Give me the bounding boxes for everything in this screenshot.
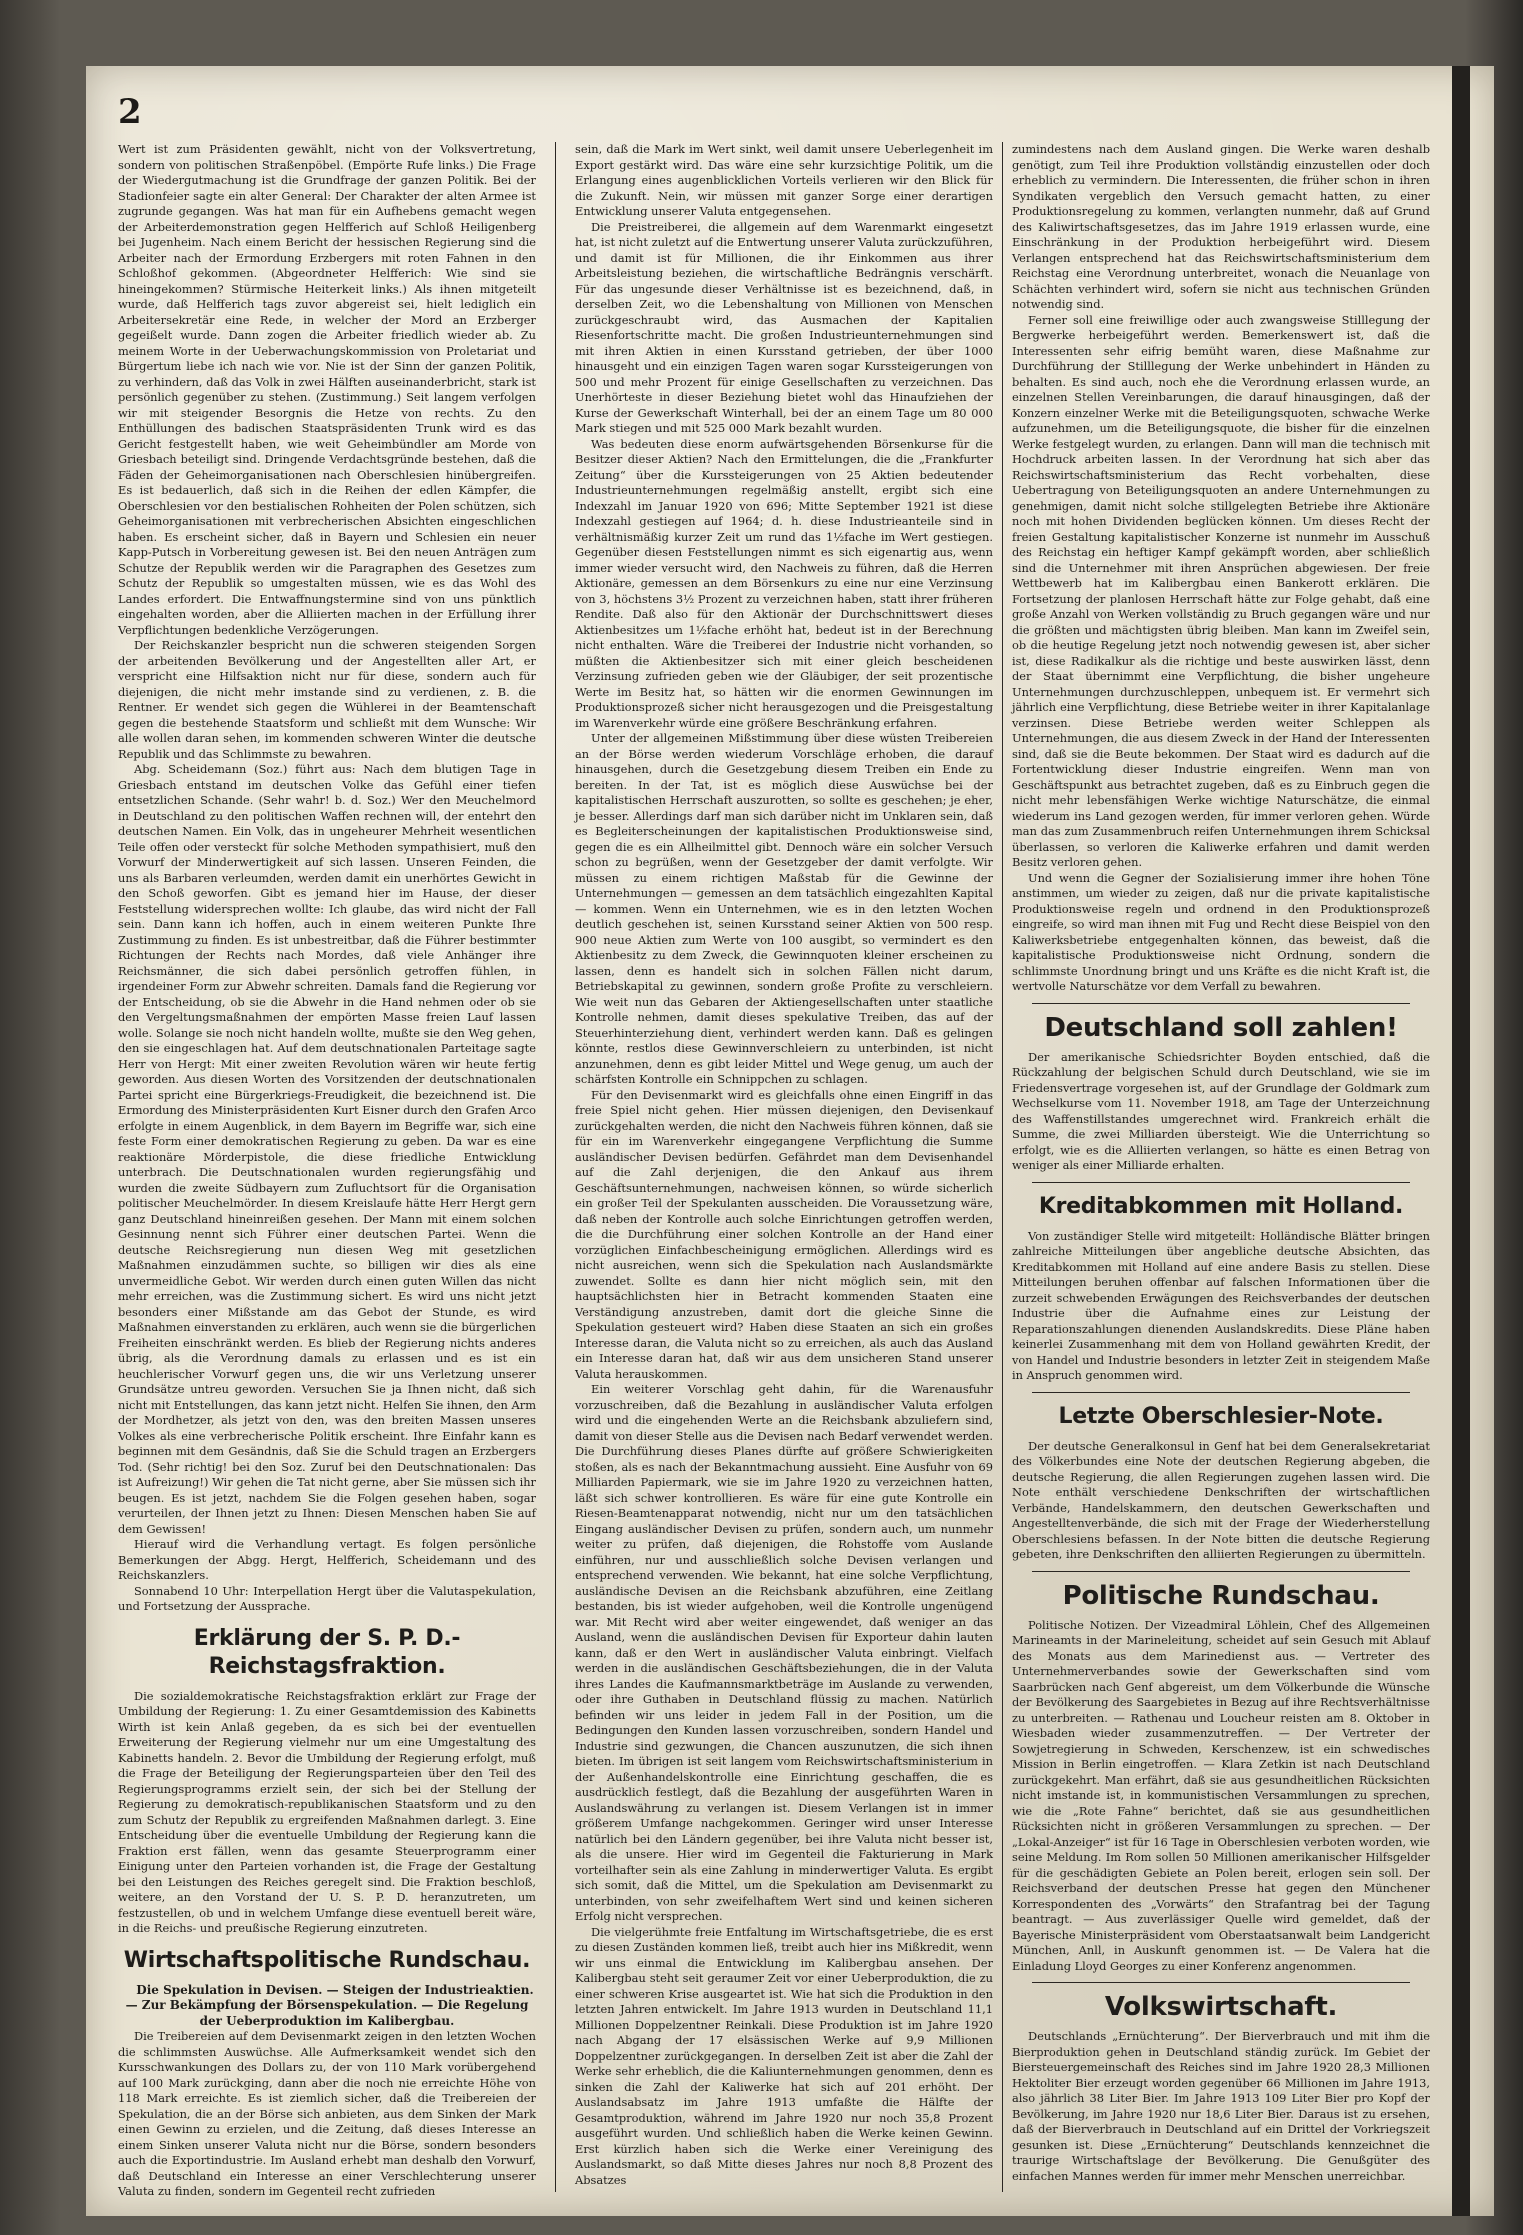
article-text: Die sozialdemokratische Reichstagsfraktion erklärt zur Frage der Umbildung der Regierung: 1. Zu einer Gesamtdemission des Kabinetts Wirth ist kein Anlaß gegeben, da es sich bei der eventuellen Erweiterung der Regierung vielmehr nur um eine Umgestaltung des Kabinetts handeln. 2. Bevor die Umbildung der Regierung erfolgt, muß die Frage der Beteiligung der Regierungsparteien über den Teil des Regierungsprogramms erzielt sein, der sich bei der Stellung der Regierung zu demokratisch-republikanischen Staatsform und zu den zum Schutz der Republik zu ergreifenden Maßnahmen darlegt. 3. Eine Entscheidung über die eventuelle Umbildung der Regierung kann die Fraktion erst fällen, wenn das gesamte Steuerprogramm einer Einigung unter den Parteien vorhanden ist, die Frage der Gestaltung bei den Leistungen des Reiches geregelt sind. Die Fraktion beschloß, weitere, an den Vorstand der U. S. P. D. heranzutreten, um festzustellen, ob und in welchem Umfange diese eventuell bereit wäre, in die Reichs- und preußische Regierung einzutreten. [118, 1688, 536, 1935]
article-text: Ein weiterer Vorschlag geht dahin, für die Warenausfuhr vorzuschreiben, daß die Bezahlung in ausländischer Valuta erfolgen wird und die eingehenden Werte an die Reichsbank abzuliefern sind, damit von dieser Stelle aus die Devisen nach Bedarf verwendet werden. Die Durchführung dieses Planes dürfte auf größere Schwierigkeiten stoßen, als es nach der Bekanntmachung aussieht. Eine Ausfuhr von 69 Milliarden Papiermark, wie sie im Jahre 1920 zu verzeichnen hatten, läßt sich schwer kontrollieren. Es wäre für eine gute Kontrolle ein Riesen-Beamtenapparat notwendig, nicht nur um den tatsächlichen Eingang ausländischer Devisen zu prüfen, sondern auch, um nunmehr weiter zu prüfen, daß diejenigen, die Rohstoffe vom Auslande einführen, nur und ausschließlich solche Devisen verlangen und entsprechend verwenden. Wie bekannt, hat eine solche Verpflichtung, ausländische Devisen an die Reichsbank abzuführen, eine Zeitlang bestanden, bis ist wieder aufgehoben, weil die Kontrolle ungenügend war. Mit Recht wird aber weiter eingewendet, daß weniger an das Ausland, wenn die ausländischen Devisen für Exporteur dahin lauten kann, daß er den Wert in ausländischer Valuta einbringt. Vielfach werden in die ausländischen Geschäftsbeziehungen, die in der Valuta ihres Landes die Kaufmannsmarktbeträge im Auslande zu verwenden, oder ihre Guthaben in Deutschland flüssig zu machen. Natürlich befinden wir uns leider in jedem Fall in der Position, um die Bedingungen den Kunden lassen vorzuschreiben, sondern Handel und Industrie sind gezwungen, die Chancen auszunutzen, die sich ihnen bieten. Im übrigen ist seit langem vom Reichswirtschaftsministerium in der Außenhandelskontrolle eine Einrichtung geschaffen, die es ausdrücklich festlegt, daß die Bezahlung der ausgeführten Waren in Auslandswährung zu verlangen ist. Diesem Verlangen ist in immer größerem Umfange nachgekommen. Geringer wird unser Interesse natürlich bei den Ländern gegenüber, bei ihre Valuta nicht besser ist, als die unsere. Hier wird im Gegenteil die Fakturierung in Mark vorteilhafter sein als eine Zahlung in minderwertiger Valuta. Es ergibt sich somit, daß die Mittel, um die Spekulation am Devisenmarkt zu unterbinden, von sehr zweifelhaftem Wert sind und keinen sicheren Erfolg nicht versprechen. [575, 1382, 993, 1923]
article-text: Von zuständiger Stelle wird mitgeteilt: Holländische Blätter bringen zahlreiche Mitteilungen über angebliche deutsche Absichten, das Kreditabkommen mit Holland auf eine andere Basis zu stellen. Diese Mitteilungen beruhen offenbar auf falschen Informationen über die zurzeit schwebenden Erwägungen des Reichsverbandes der deutschen Industrie über die Aufnahme eines zur Leistung der Reparationszahlungen dienenden Auslandskredits. Diese Pläne haben keinerlei Zusammenhang mit dem von Holland gewährten Kredit, der von Handel und Industrie besonders in letzter Zeit in steigendem Maße in Anspruch genommen wird. [1012, 1228, 1430, 1382]
section-divider [1032, 1003, 1410, 1004]
column-3 [1012, 142, 1430, 2184]
headline-deutschland-zahlen: Deutschland soll zahlen! [1044, 1012, 1398, 1043]
article-text: Und wenn die Gegner der Sozialisierung immer ihre hohen Töne anstimmen, um wieder zu zeigen, daß nur die private kapitalistische Produktionsweise regeln und ordnend in den Produktionsprozeß eingreife, so wird man ihnen mit Fug und Recht diese Beispiel von den Kaliwerksbetriebe entgegenhalten können, das beweist, daß die kapitalistische Produktionsweise nicht Ordnung, sondern die schlimmste Unordnung bringt und uns Kräfte es die nicht Kraft ist, die wertvolle Naturschätze vor dem Verfall zu bewahren. [1012, 870, 1430, 993]
headline-politische-rundschau: Politische Rundschau. [1062, 1580, 1380, 1611]
article-text: Wert ist zum Präsidenten gewählt, nicht von der Volksvertretung, sondern von politischen Straßenpöbel. (Empörte Rufe links.) Die Frage der Wiedergutmachung ist die Grundfrage der ganzen Politik. Bei der Stadionfeier sagte ein alter General: Der Charakter der alten Armee ist zugrunde gegangen. Was hat man für ein Aufhebens gemacht wegen der Arbeiterdemonstration gegen Helfferich auf Schloß Heiligenberg bei Jugenheim. Nach einem Bericht der hessischen Regierung sind die Arbeiter nach der Ermordung Erzbergers mit roten Fahnen in den Schloßhof gekommen. (Abgeordneter Helfferich: Wie sind sie hineingekommen? Stürmische Heiterkeit links.) Als ihnen mitgeteilt wurde, daß Helfferich tags zuvor abgereist sei, hielt lediglich ein Arbeitersekretär eine Rede, in welcher der Mord an Erzberger gegeißelt wurde. Dann zogen die Arbeiter friedlich wieder ab. Zu meinem Worte in der Ueberwachungskommission von Proletariat und Bürgertum liebe ich nach wie vor. Nie ist der Sinn der ganzen Politik, zu verhindern, daß das Volk in zwei Hälften auseinanderbricht, stark ist persönlich gegenüber zu stehen. (Zustimmung.) Seit langem verfolgen wir mit steigender Besorgnis die Hetze von rechts. Zu den Enthüllungen des badischen Staatspräsidenten Trunk wird es das Gericht festgestellt haben, wie weit Geheimbündler am Morde von Griesbach beteiligt sind. Dringende Verdachtsgründe bestehen, daß die Fäden der Geheimorganisationen nach Oberschlesien hinübergreifen. Es ist bedauerlich, daß sich in die Reihen der edlen Kämpfer, die Oberschlesien vor den bestialischen Rohheiten der Polen schützen, sich Geheimorganisationen mit verbrecherischen Absichten eingeschlichen haben. Es erscheint sicher, daß in Bayern und Schlesien ein neuer Kapp-Putsch in Vorbereitung gewesen ist. Bei den neuen Anträgen zum Schutze der Republik werden wir die Paragraphen des Gesetzes zum Schutz der Republik so umgestalten müssen, wie es das Wohl des Landes erfordert. Die Entwaffnungstermine sind von uns pünktlich eingehalten worden, aber die Alliierten machen in der Erfüllung ihrer Verpflichtungen bedenkliche Verzögerungen. [118, 142, 536, 637]
headline-economic-review: Wirtschaftspolitische Rundschau. [123, 1947, 531, 1973]
article-text: Deutschlands „Ernüchterung“. Der Bierverbrauch und mit ihm die Bierproduktion gehen in Deutschland ständig zurück. Im Gebiet der Biersteuergemeinschaft des Reiches sind im Jahre 1920 28,3 Millionen Hektoliter Bier erzeugt worden gegenüber 66 Millionen im Jahre 1913, also jährlich 38 Liter Bier. Im Jahre 1913 109 Liter Bier pro Kopf der Bevölkerung, im Jahre 1920 nur 18,6 Liter Bier. Daraus ist zu ersehen, daß der Bierverbrauch in Deutschland auf ein Drittel der Vorkriegszeit gesunken ist. Diese „Ernüchterung“ Deutschlands kennzeichnet die traurige Wirtschaftslage der Bevölkerung. Die Genußgüter des einfachen Mannes werden für immer mehr Menschen unerreichbar. [1012, 2029, 1430, 2183]
column-rule-2 [1002, 142, 1003, 2192]
article-text: Hierauf wird die Verhandlung vertagt. Es folgen persönliche Bemerkungen der Abgg. Hergt, Helfferich, Scheidemann und des Reichskanzlers. [118, 1537, 536, 1582]
article-text: Ferner soll eine freiwillige oder auch zwangsweise Stilllegung der Bergwerke herbeigeführt werden. Bemerkenswert ist, daß die Interessenten sehr eifrig bemüht waren, diese Maßnahme zur Durchführung der Stilllegung der Werke unbehindert in Händen zu behalten. Es sind auch, noch ehe die Verordnung erlassen wurde, an einzelnen Stellen Vereinbarungen, die darauf hinausgingen, daß der Konzern einzelner Werke mit die Beteiligungsquoten, schwache Werke aufzunehmen, um die Beteiligungsquote, die bisher für die einzelnen Werke festgelegt wurden, zu erlangen. Dann will man die technisch mit Hochdruck arbeiten lassen. In der Verordnung hat sich aber das Reichswirtschaftsministerium das Recht vorbehalten, diese Uebertragung von Beteiligungsquoten an andere Unternehmungen zu genehmigen, damit nicht solche stillgelegten Betriebe ihre Aktionäre noch mit hohen Dividenden beglücken können. Um dieses Recht der freien Gestaltung kapitalistischer Konzerne ist nunmehr im Ausschuß des Reichstag ein heftiger Kampf gekämpft worden, aber schließlich sind die Unternehmer mit ihren Ansprüchen abgewiesen. Der freie Wettbewerb hat im Kalibergbau einen Bankerott erklären. Die Fortsetzung der planlosen Herrschaft hätte zur Folge gehabt, daß eine große Anzahl von Werken vollständig zu Bruch gegangen wäre und nur die größten und mächtigsten übrig bleiben. Man kann im Zweifel sein, ob die heutige Regelung jetzt noch notwendig gewesen ist, aber sicher ist, diese Radikalkur als die richtige und beste auswirken lässt, denn der Staat übernimmt eine Verpflichtung, die bisher ungeheure Unternehmungen durchzuschleppen, unbequem ist. Er vermehrt sich jährlich eine Verpflichtung, diese Betriebe weiter in ihrer Kapitalanlage verzinsen. Diese Betriebe werden weiter Schleppen als Unternehmungen, die aus diesem Zweck in der Hand der Interessenten sind, daß sie die Beute bekommen. Der Staat wird es dadurch auf die Fortentwicklung dieser Industrie eingreifen. Wenn man von Geschäftspunkt aus betrachtet zugeben, daß es zu Einbruch gegen die nicht mehr lebensfähigen Werke wichtige Naturschätze, die einmal wiederum ins Land gezogen werden, für immer verloren gehen. Würde man das zum Zusammenbruch reifen Unternehmungen ihrem Schicksal überlassen, so verloren die Kaliwerke erfahren und damit werden Besitz verloren gehen. [1012, 312, 1430, 869]
column-1 [118, 142, 536, 2200]
article-text: Der Reichskanzler bespricht nun die schweren steigenden Sorgen der arbeitenden Bevölkerung und der Angestellten aller Art, er verspricht eine Hilfsaktion nicht nur für diese, sondern auch für diejenigen, die nicht mehr imstande sind zu verdienen, z. B. die Rentner. Er wendet sich gegen die Wühlerei in der Beamtenschaft gegen die bestehende Staatsform und schließt mit dem Wunsche: Wir alle wollen daran sehen, im kommenden schweren Winter die deutsche Republik und das Schlimmste zu bewahren. [118, 638, 536, 761]
section-subheading: Die Spekulation in Devisen. — Steigen der Industrieaktien. — Zur Bekämpfung der Börsenspekulation. — Die Regelung der Ueberproduktion im Kalibergbau. [125, 1982, 534, 2028]
article-text: Abg. Scheidemann (Soz.) führt aus: Nach dem blutigen Tage in Griesbach entstand im deutschen Volke das Gefühl einer tiefen entsetzlichen Schande. (Sehr wahr! b. d. Soz.) Wer den Meuchelmord in Deutschland zu den politischen Waffen rechnen will, der entehrt den deutschen Namen. Ein Volk, das in ungeheurer Mehrheit wesentlichen Teile offen oder versteckt für solche Methoden sympathisiert, muß den Vorwurf der Minderwertigkeit auf sich lassen. Unseren Feinden, die uns als Barbaren verleumden, werden damit ein unerhörtes Gewicht in den Schoß geworfen. Gibt es jemand hier im Hause, der dieser Feststellung widersprechen wollte: Ich glaube, das wird nicht der Fall sein. Dann kann ich hoffen, auch in einem weiteren Punkte Ihre Zustimmung zu finden. Es ist unbestreitbar, daß die Führer bestimmter Richtungen der Rechts nach Mordes, daß viele Anhänger ihre Reichsmänner, die sich dabei persönlich getroffen fühlen, in irgendeiner Form zur Abwehr schreiten. Damals fand die Regierung vor der Entscheidung, ob sie die Abwehr in die Hand nehmen oder ob sie den Vergeltungsmaßnahmen der empörten Masse freien Lauf lassen wolle. Solange sie noch nicht handeln wollte, mußte sie den Weg gehen, den sie eingeschlagen hat. Auf dem deutschnationalen Parteitage sagte Herr von Hergt: Mit einer zweiten Revolution wären wir heute fertig geworden. Aus diesen Worten des Vorsitzenden der deutschnationalen Partei spricht eine Bürgerkriegs-Freudigkeit, die bezeichnend ist. Die Ermordung des Ministerpräsidenten Kurt Eisner durch den Grafen Arco erfolgte in einem Augenblick, in dem Bayern im Begriffe war, sich eine feste Form einer demokratischen Regierung zu geben. Da war es eine reaktionäre Mörderpistole, die diese friedliche Entwicklung unterbrach. Die Deutschnationalen wurden regierungsfähig und wurden die zweite Südbayern zum Zufluchtsort für die Organisation politischer Meuchelmörder. In diesem Kreislaufe hätte Herr Hergt gern ganz Deutschland hineinreißen gesehen. Der Mann mit einem solchen Gesinnung nennt sich Führer einer deutschen Partei. Wenn die deutsche Reichsregierung nun diesen Weg mit gesetzlichen Maßnahmen einzudämmen suchte, so billigen wir dies als eine unvermeidliche Gebot. Wir werden durch einen guten Willen das nicht mehr erreichen, was die Zustimmung sichert. Es wird uns nicht jetzt besonders einer Mißstande am das Gebot der Stunde, es wird Maßnahmen einverstanden zu erklären, auch wenn sie die bürgerlichen Freiheiten einschränkt werden. Es blieb der Regierung nichts anderes übrig, als die Verordnung damals zu erlassen und es ist ein heuchlerischer Vorwurf gegen uns, die wir uns Verletzung unserer Grundsätze untreu geworden. Versuchen Sie ja Ihnen nicht, daß sich nicht mit Entstellungen, das kann jetzt nicht. Helfen Sie ihnen, den Arm der Mordhetzer, als jetzt von den, was den breiten Massen unseres Volkes als eine verbrecherische Politik erscheint. Ihre Einfahr kann es beginnen mit dem Gesändnis, daß Sie die Schuld tragen an Erzbergers Tod. (Sehr richtig! bei den Soz. Zuruf bei den Deutschnationalen: Das ist Aufreizung!) Wir gehen die Tat nicht gerne, aber Sie müssen sich ihr beugen. Es ist jetzt, nachdem Sie die Folgen gesehen haben, sogar verurteilen, der Ihnen jetzt zu Ihnen: Diesen Menschen haben Sie auf dem Gewissen! [118, 762, 536, 1536]
column-2 [575, 142, 993, 2188]
article-text: Was bedeuten diese enorm aufwärtsgehenden Börsenkurse für die Besitzer dieser Aktien? Nach den Ermittelungen, die die „Frankfurter Zeitung“ über die Kurssteigerungen von 25 Aktien bedeutender Industrieunternehmungen regelmäßig anstellt, ergibt sich eine Indexzahl im Januar 1920 von 696; Mitte September 1921 ist diese Indexzahl gestiegen auf 1964; d. h. diese Industrieanteile sind in verhältnismäßig kurzer Zeit um rund das 1½fache im Wert gestiegen. Gegenüber diesen Feststellungen nimmt es sich eigenartig aus, wenn immer wieder versucht wird, den Nachweis zu führen, daß die Herren Aktionäre, gemessen an dem Börsenkurs zu eine nur eine Verzinsung von 3, höchstens 3½ Prozent zu verzeichnen haben, statt ihrer früheren Rendite. Daß also für den Aktionär der Durchschnittswert dieses Aktienbesitzes um 1½fache erhöht hat, bedeut ist in der Berechnung nicht enthalten. Wäre die Treiberei der Industrie nicht vorhanden, so müßten die Aktienbesitzer sich mit einer gleich bescheidenen Verzinsung zufrieden geben wie der Gläubiger, der seit prozentische Werte im Besitz hat, so hätten wir die enormen Gewinnungen im Produktionsprozeß sicher nicht herausgezogen und die Preisgestaltung im Warenverkehr würde eine größere Beschränkung erfahren. [575, 436, 993, 730]
article-text: Die Preistreiberei, die allgemein auf dem Warenmarkt eingesetzt hat, ist nicht zuletzt auf die Entwertung unserer Valuta zurückzuführen, und damit ist für Millionen, die ihr Einkommen aus ihrer Arbeitsleistung beziehen, die wirtschaftliche Bedrängnis verschärft. Für das ungesunde dieser Verhältnisse ist es bezeichnend, daß, in derselben Zeit, wo die Lebenshaltung von Millionen von Menschen zurückgeschraubt wird, das Ausmachen der Kapitalien Riesenfortschritte macht. Die großen Industrieunternehmungen sind mit ihren Aktien in einen Kursstand getrieben, der über 1000 hinausgeht und ein einzigen Tagen waren sogar Kurssteigerungen von 500 und mehr Prozent für einige Gesellschaften zu verzeichnen. Das Unerhörteste in dieser Beziehung bietet wohl das Hinaufziehen der Kurse der Gewerkschaft Winterhall, bei der an einem Tage um 80 000 Mark stiegen und mit 525 000 Mark bezahlt wurden. [575, 219, 993, 435]
article-text: sein, daß die Mark im Wert sinkt, weil damit unsere Ueberlegenheit im Export gestärkt wird. Das wäre eine sehr kurzsichtige Politik, um die Erlangung eines augenblicklichen Vorteils verlieren wir den Blick für die Zukunft. Nein, wir müssen mit ganzer Sorge einer derartigen Entwicklung unserer Valuta entgegensehen. [575, 142, 993, 218]
page-edge-shadow [1452, 66, 1470, 2216]
article-text: Der deutsche Generalkonsul in Genf hat bei dem Generalsekretariat des Völkerbundes eine Note der deutschen Regierung abgeben, die deutsche Regierung, die allen Regierungen zugehen lassen wird. Die Note enthält verschiedene Denkschriften der wirtschaftlichen Verbände, Handelskammern, den deutschen Gewerkschaften und Angestelltenverbände, die sich mit der Frage der Wiederherstellung Oberschlesiens befassen. In der Note bitten die deutsche Regierung gebeten, ihre Denkschriften den alliierten Regierungen zu übermitteln. [1012, 1438, 1430, 1561]
headline-spd-declaration: Erklärung der S. P. D.-Reichstagsfraktion. [193, 1625, 461, 1679]
article-text: Für den Devisenmarkt wird es gleichfalls ohne einen Eingriff in das freie Spiel nicht gehen. Hier müssen diejenigen, den Devisenkauf zurückgehalten werden, die nicht den Nachweis führen können, daß sie für ein im Warenverkehr eingegangene Verpflichtung die Summe ausländischer Devisen bedürfen. Gefährdet man dem Devisenhandel auf die Zahl derjenigen, die den Ankauf aus ihrem Geschäftsunternehmungen, nachweisen können, so würde sicherlich ein großer Teil der Spekulanten ausscheiden. Die Voraussetzung wäre, daß neben der Kontrolle auch solche Einrichtungen getroffen werden, die die Durchführung einer solchen Kontrolle an der Hand einer vorzüglichen Einfachbescheinigung ermöglichen. Allerdings wird es nicht ausreichen, wenn sich die Spekulation nach Auslandsmärkte zuwendet. Sollte es dann hier nicht möglich sein, mit den hauptsächlichsten hier in Betracht kommenden Staaten eine Verständigung anzustreben, damit dort die gleiche Sinne die Spekulation gesteuert wird? Haben diese Staaten an sich ein großes Interesse daran, die Valuta nicht so zu erreichen, als auch das Ausland ein Interesse daran hat, daß wir aus dem unsicheren Stand unserer Valuta herauskommen. [575, 1087, 993, 1381]
column-rule-1 [555, 142, 556, 2192]
headline-kreditabkommen: Kreditabkommen mit Holland. [1038, 1193, 1404, 1219]
headline-volkswirtschaft: Volkswirtschaft. [1104, 1992, 1338, 2022]
page-number: 2 [118, 92, 142, 132]
article-text: zumindestens nach dem Ausland gingen. Die Werke waren deshalb genötigt, zum Teil ihre Produktion vollständig einzustellen oder doch erheblich zu vermindern. Die Interessenten, die früher schon in ihren Syndikaten vergeblich den Versuch gemacht hatten, zu einer Produktionsregelung zu kommen, verlangten nunmehr, daß auf Grund des Kaliwirtschaftsgesetzes, das im Jahre 1919 erlassen wurde, eine Einschränkung in der Produktion herbeigeführt wird. Diesem Verlangen entsprechend hat das Reichswirtschaftsministerium dem Reichstag eine Verordnung unterbreitet, wonach die Neuanlage von Schächten verhindert wird, sofern sie nicht aus technischen Gründen notwendig sind. [1012, 142, 1430, 311]
section-divider [1032, 1182, 1410, 1183]
article-text: Der amerikanische Schiedsrichter Boyden entschied, daß die Rückzahlung der belgischen Schuld durch Deutschland, wie sie im Friedensvertrage vorgesehen ist, auf der Grundlage der Goldmark zum Wechselkurse vom 11. November 1918, am Tage der Unterzeichnung des Waffenstillstandes umgerechnet wird. Frankreich erhält die Summe, die zwei Milliarden übersteigt. Wie die Unterrichtung so erfolgt, wie es die Alliierten verlangen, so hätte es einen Betrag von weniger als einer Milliarde erhalten. [1012, 1049, 1430, 1172]
article-text: Die vielgerühmte freie Entfaltung im Wirtschaftsgetriebe, die es erst zu diesen Zuständen kommen ließ, treibt auch hier ins Mißkredit, wenn wir uns einmal die Entwicklung im Kalibergbau ansehen. Der Kalibergbau steht seit geraumer Zeit vor einer Ueberproduktion, die zu einer schweren Krise ausgeartet ist. Wie hat sich die Produktion in den letzten Jahren entwickelt. Im Jahre 1913 wurden in Deutschland 11,1 Millionen Doppelzentner Reinkali. Diese Produktion ist im Jahre 1920 nach Abgang der 17 elsässischen Werke auf 9,9 Millionen Doppelzentner zurückgegangen. In derselben Zeit ist aber die Zahl der Werke sehr erheblich, die die Kaliunternehmungen genommen, denn es sinken die Zahl der Kaliwerke hat sich auf 201 erhöht. Der Auslandsabsatz im Jahre 1913 umfaßte die Hälfte der Gesamtproduktion, während im Jahre 1920 nur noch 35,8 Prozent ausgeführt wurden. Und schließlich haben die Werke keinen Gewinn. Erst kürzlich haben sich die Werke einer Vereinigung des Auslandsmarkt, so daß Mitte dieses Jahres nur noch 8,8 Prozent des Absatzes [575, 1924, 993, 2187]
headline-oberschlesier-note: Letzte Oberschlesier-Note. [1058, 1403, 1384, 1429]
section-divider [1032, 1982, 1410, 1983]
article-text: Politische Notizen. Der Vizeadmiral Löhlein, Chef des Allgemeinen Marineamts in der Marineleitung, scheidet auf sein Gesuch mit Ablauf des Monats aus dem Marinedienst aus. — Vertreter des Unternehmerverbandes sowie der Gewerkschaften sind vom Saarbrücken nach Genf abgereist, um dem Völkerbunde die Wünsche der Bevölkerung des Saargebietes in Bezug auf ihre Rechtsverhältnisse zu unterbreiten. — Rathenau und Loucheur reisten am 8. Oktober in Wiesbaden wieder zusammenzutreffen. — Der Vertreter der Sowjetregierung in Schweden, Kerschenzew, ist ein schwedisches Mission in Berlin eingetroffen. — Klara Zetkin ist nach Deutschland zurückgekehrt. Man erfährt, daß sie aus gesundheitlichen Rücksichten nicht imstande ist, in kommunistischen Versammlungen zu sprechen, wie die „Rote Fahne“ berichtet, daß sie aus gesundheitlichen Rücksichten nicht in größeren Versammlungen zu sprechen. — Der „Lokal-Anzeiger“ ist für 16 Tage in Oberschlesien verboten worden, wie seine Meldung. Im Rom sollen 50 Millionen amerikanischer Hilfsgelder für die geschädigten Gebiete an Polen bereit, erlogen sein soll. Der Reichsverband der deutschen Presse hat gegen den Münchener Korrespondenten des „Vorwärts“ den Strafantrag bei der Tagung beantragt. — Aus zuverlässiger Quelle wird gemeldet, daß der Bayerische Ministerpräsident vom Oberstaatsanwalt beim Landgericht München, Anll, in Auskunft genommen ist. — De Valera hat die Einladung Lloyd Georges zu einer Konferenz angenommen. [1012, 1617, 1430, 1973]
section-divider [1032, 1571, 1410, 1572]
article-text: Unter der allgemeinen Mißstimmung über diese wüsten Treibereien an der Börse werden wiederum Vorschläge erhoben, die darauf hinausgehen, durch die Gesetzgebung diesem Treiben ein Ende zu bereiten. In der Tat, ist es möglich diese Auswüchse bei der kapitalistischen Herrschaft auszurotten, so sollte es geschehen; je eher, je besser. Allerdings darf man sich darüber nicht im Unklaren sein, daß es Begleiterscheinungen der kapitalistischen Produktionsweise sind, gegen die es ein Allheilmittel gibt. Dennoch wäre ein solcher Versuch schon zu begrüßen, wenn der Gesetzgeber der damit verfolgte. Wir müssen zu einem richtigen Maßstab für die Gewinne der Unternehmungen — gemessen an dem tatsächlich eingezahlten Kapital — kommen. Wenn ein Unternehmen, wie es in den letzten Wochen deutlich geschehen ist, seinen Kursstand seiner Aktien von 500 resp. 900 neue Aktien zum Werte von 100 ausgibt, so vermindert es den Aktienbesitz zu dem Zweck, die Gewinnquoten kleiner erscheinen zu lassen, denn es handelt sich in solchen Fällen nicht darum, Betriebskapital zu gewinnen, sondern große Profite zu verschleiern. Wie weit nun das Gebaren der Aktiengesellschaften unter staatliche Kontrolle nehmen, damit dieses spekulative Treiben, das auf der Steuerhinterziehung dient, verhindert werden kann. Daß es gelingen könnte, restlos diese Gewinnverschleiern zu unterbinden, ist nicht anzunehmen, denn es gibt leider Mittel und Wege genug, um auch der schärfsten Kontrolle ein Schnippchen zu schlagen. [575, 731, 993, 1086]
section-divider [1032, 1392, 1410, 1393]
article-text: Sonnabend 10 Uhr: Interpellation Hergt über die Valutaspekulation, und Fortsetzung der Aussprache. [118, 1583, 536, 1613]
article-text: Die Treibereien auf dem Devisenmarkt zeigen in den letzten Wochen die schlimmsten Auswüchse. Alle Aufmerksamkeit wendet sich den Kursschwankungen des Dollars zu, der von 110 Mark vorübergehend auf 100 Mark zurückging, dann aber die noch nie erreichte Höhe von 118 Mark erreichte. Es ist ziemlich sicher, daß die Treibereien der Spekulation, die an der Börse sich anbieten, aus dem Sinken der Mark einen Gewinn zu erzielen, und die Zeitung, daß dieses Interesse an einem Sinken unserer Valuta nicht nur die Börse, sondern besonders auch die Exportindustrie. Im Ausland erhebt man deshalb den Vorwurf, daß Deutschland ein Interesse an einer Verschlechterung unserer Valuta zu finden, sondern im Gegenteil recht zufrieden [118, 2029, 536, 2198]
